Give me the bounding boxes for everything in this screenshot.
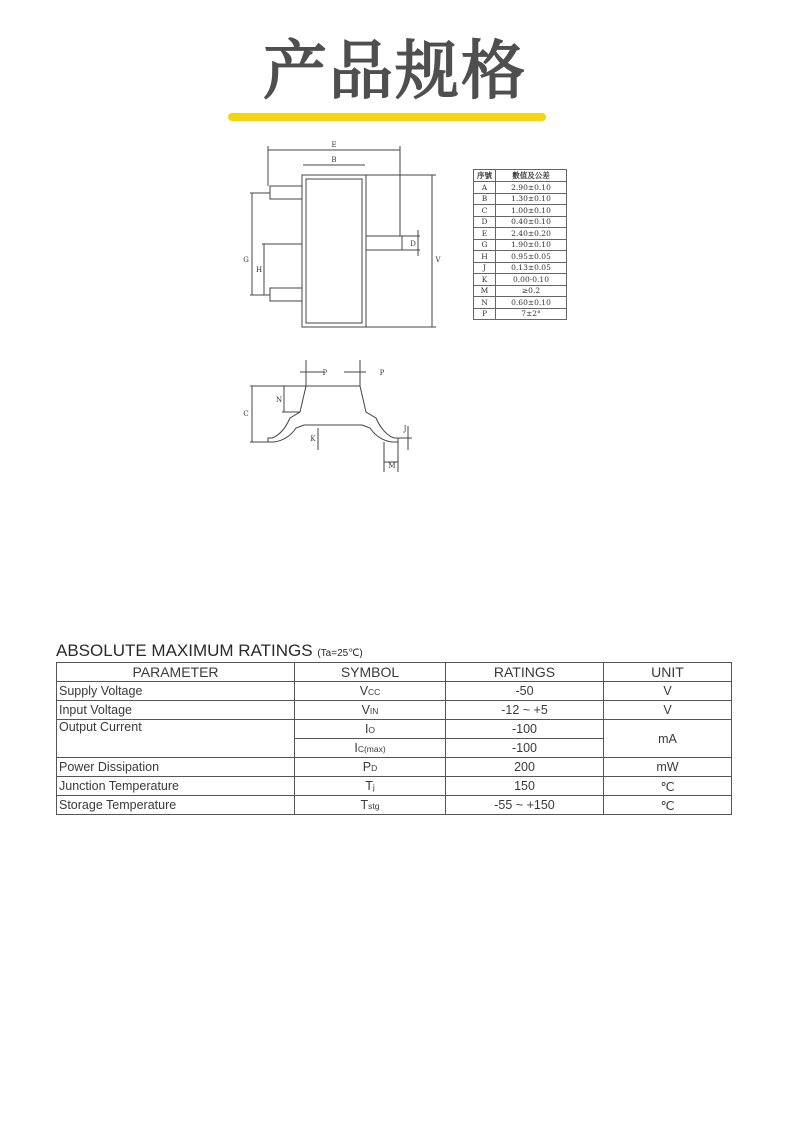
page-title: 产品规格 [263, 35, 527, 109]
dim-label-e: E [331, 141, 337, 149]
unit-value: ℃ [604, 777, 732, 796]
symbol-sub: stg [368, 801, 380, 811]
unit-value: mA [604, 720, 732, 758]
dimension-row [474, 297, 567, 309]
dimension-row [474, 193, 567, 205]
param-input-voltage: Input Voltage [57, 701, 295, 720]
symbol-main: T [365, 779, 373, 793]
dimension-row [474, 251, 567, 263]
symbol-sub: CC [368, 687, 381, 697]
ratings-header-row [57, 663, 732, 682]
symbol-sub: IN [369, 706, 379, 716]
dimension-value: ≥0.2 [496, 285, 567, 297]
symbol-vcc [295, 682, 446, 701]
dimension-header-value: 數值及公差 [496, 170, 567, 182]
header-ratings: RATINGS [446, 663, 604, 682]
table-row [57, 796, 732, 815]
dimension-code: M [474, 285, 496, 297]
dimension-row [474, 262, 567, 274]
ratings-title-text: ABSOLUTE MAXIMUM RATINGS [56, 641, 313, 660]
dimension-value: 2.40±0.20 [496, 228, 567, 240]
dim-label-p-right: P [379, 369, 385, 377]
header-parameter: PARAMETER [57, 663, 295, 682]
symbol-sub: D [371, 763, 378, 773]
dimension-value: 2.90±0.10 [496, 182, 567, 194]
header-unit: UNIT [604, 663, 732, 682]
rating-value: -100 [446, 720, 604, 739]
dimension-value: 1.00±0.10 [496, 205, 567, 217]
dimension-code: K [474, 274, 496, 286]
dimension-row [474, 308, 567, 320]
dim-label-g: G [243, 256, 249, 264]
param-output-current: Output Current [57, 720, 295, 758]
symbol-main: T [360, 798, 369, 812]
dimension-value: 0.95±0.05 [496, 251, 567, 263]
dimension-value: 7±2° [496, 308, 567, 320]
dimension-row [474, 228, 567, 240]
rating-value: -100 [446, 739, 604, 758]
symbol-main: V [359, 684, 369, 698]
rating-value: -55 ~ +150 [446, 796, 604, 815]
dim-label-b: B [331, 156, 337, 164]
dimension-code: J [474, 262, 496, 274]
dimension-value: 0.00-0.10 [496, 274, 567, 286]
table-row [57, 701, 732, 720]
dimension-code: A [474, 182, 496, 194]
dimension-row [474, 205, 567, 217]
param-power-dissipation: Power Dissipation [57, 758, 295, 777]
dim-label-d: D [410, 240, 416, 248]
unit-value: V [604, 682, 732, 701]
dim-label-k: K [310, 435, 316, 443]
symbol-main: I [364, 722, 369, 736]
dim-label-m: M [388, 462, 396, 470]
dimension-code: C [474, 205, 496, 217]
param-junction-temperature: Junction Temperature [57, 777, 295, 796]
dim-label-h: H [255, 266, 263, 274]
table-row [57, 720, 732, 739]
table-row [57, 682, 732, 701]
ratings-condition: (Ta=25℃) [317, 648, 363, 659]
param-storage-temperature: Storage Temperature [57, 796, 295, 815]
dimension-table [473, 169, 567, 320]
unit-value: ℃ [604, 796, 732, 815]
dimension-code: B [474, 193, 496, 205]
dimension-row [474, 216, 567, 228]
dimension-header-code: 序號 [474, 170, 496, 182]
rating-value: -50 [446, 682, 604, 701]
symbol-sub: O [368, 725, 376, 735]
dim-label-j: J [403, 425, 407, 433]
dim-label-n: N [275, 396, 283, 404]
dimension-value: 0.13±0.05 [496, 262, 567, 274]
rating-value: -12 ~ +5 [446, 701, 604, 720]
dimension-value: 1.90±0.10 [496, 239, 567, 251]
symbol-tstg [295, 796, 446, 815]
dimension-code: G [474, 239, 496, 251]
absolute-maximum-ratings-table [56, 662, 732, 815]
dimension-row [474, 274, 567, 286]
header-symbol: SYMBOL [295, 663, 446, 682]
dim-label-p-left: P [322, 369, 328, 377]
param-supply-voltage: Supply Voltage [57, 682, 295, 701]
dimension-table-header [474, 170, 567, 182]
table-row [57, 758, 732, 777]
dimension-row [474, 239, 567, 251]
dimension-code: P [474, 308, 496, 320]
dimension-value: 0.60±0.10 [496, 297, 567, 309]
rating-value: 200 [446, 758, 604, 777]
symbol-pd [295, 758, 446, 777]
symbol-main: P [362, 760, 372, 774]
dimension-code: H [474, 251, 496, 263]
package-outline-drawing [230, 130, 441, 480]
dimension-row [474, 285, 567, 297]
dimension-row [474, 182, 567, 194]
symbol-main: V [361, 703, 370, 717]
symbol-tj [295, 777, 446, 796]
symbol-io [295, 720, 446, 739]
table-row [57, 777, 732, 796]
unit-value: V [604, 701, 732, 720]
symbol-sub: j [372, 782, 375, 792]
symbol-vin [295, 701, 446, 720]
unit-value: mW [604, 758, 732, 777]
ratings-title [56, 641, 363, 661]
rating-value: 150 [446, 777, 604, 796]
dimension-code: N [474, 297, 496, 309]
dimension-code: E [474, 228, 496, 240]
dimension-value: 1.30±0.10 [496, 193, 567, 205]
dimension-code: D [474, 216, 496, 228]
symbol-ic-max [295, 739, 446, 758]
dimension-value: 0.40±0.10 [496, 216, 567, 228]
dim-label-c: C [243, 410, 249, 418]
title-underline [228, 113, 546, 121]
symbol-sub: C(max) [357, 744, 386, 754]
dim-label-v: V [435, 256, 441, 264]
symbol-main: I [354, 741, 358, 755]
